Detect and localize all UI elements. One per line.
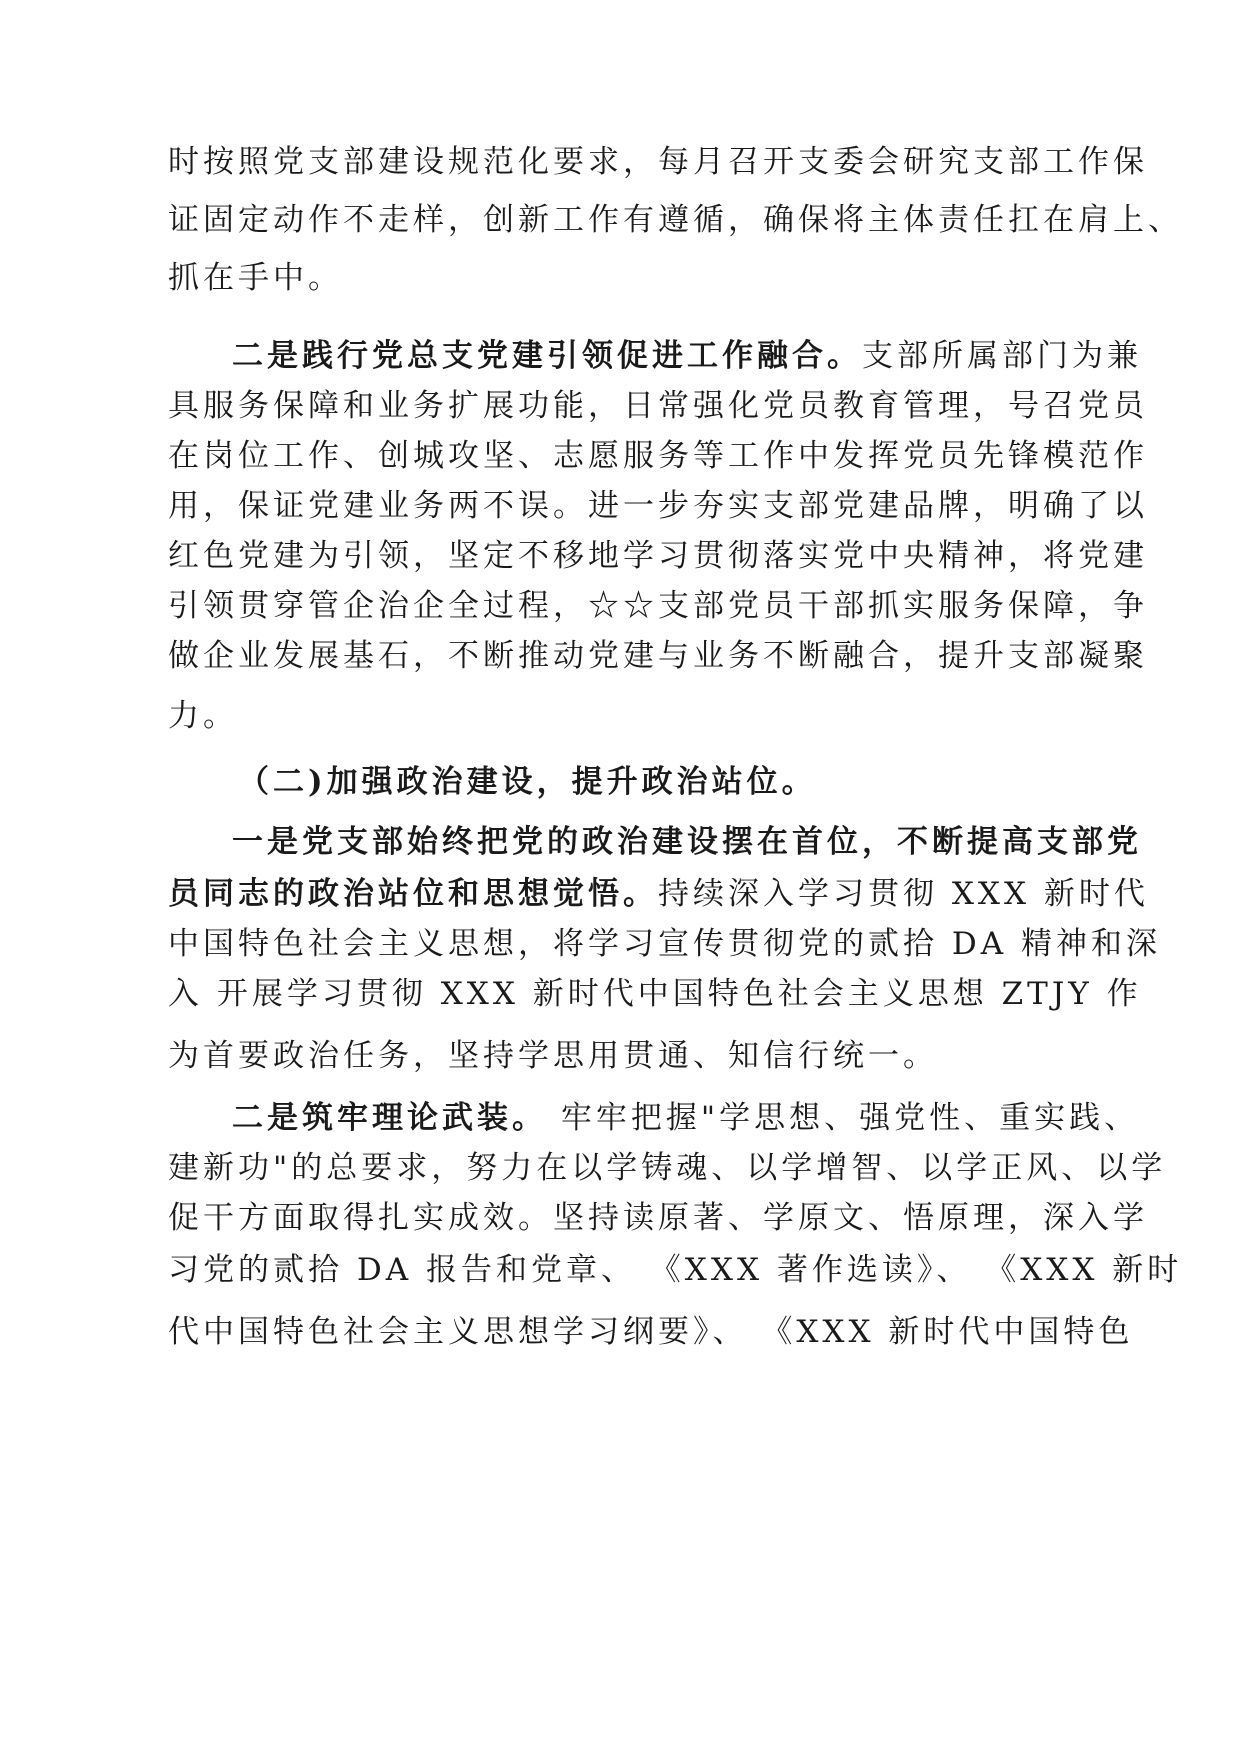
paragraph-line [232, 336, 1142, 376]
paragraph-line: 在岗位工作、创城攻坚、志愿服务等工作中发挥党员先锋模范作 [168, 438, 1148, 474]
paragraph-line: 红色党建为引领，坚定不移地学习贯彻落实党中央精神，将党建 [168, 538, 1148, 574]
paragraph-line [168, 874, 1149, 914]
paragraph-lead: 员同志的政治站位和思想觉悟。 [168, 876, 658, 912]
paragraph-line: 建新功"的总要求，努力在以学铸魂、以学增智、以学正风、以学 [168, 1150, 1167, 1186]
paragraph-line: 抓在手中。 [168, 260, 343, 296]
paragraph-lead: 一是党支部始终把党的政治建设摆在首位，不断提高支部党 [232, 824, 1142, 860]
paragraph-line: 证固定动作不走样，创新工作有遵循，确保将主体责任扛在肩上、 [168, 202, 1183, 238]
paragraph-lead: 二是筑牢理论武装。 [232, 1100, 547, 1136]
paragraph-line: 力。 [168, 698, 238, 734]
paragraph-line: 具服务保障和业务扩展功能，日常强化党员教育管理，号召党员 [168, 388, 1148, 424]
paragraph-line: 入 开展学习贯彻 XXX 新时代中国特色社会主义思想 ZTJY 作 [168, 976, 1142, 1012]
paragraph-line: 中国特色社会主义思想，将学习宣传贯彻党的贰拾 DA 精神和深 [168, 926, 1161, 962]
paragraph-line: 为首要政治任务，坚持学思用贯通、知信行统一。 [168, 1038, 938, 1074]
paragraph-line: 代中国特色社会主义思想学习纲要》、 《XXX 新时代中国特色 [168, 1314, 1134, 1350]
section-heading: （二)加强政治建设，提升政治站位。 [238, 764, 817, 800]
paragraph-line: 用，保证党建业务两不误。进一步夯实支部党建品牌，明确了以 [168, 488, 1148, 524]
paragraph-line: 做企业发展基石，不断推动党建与业务不断融合，提升支部凝聚 [168, 638, 1148, 674]
paragraph-line: 习党的贰拾 DA 报告和党章、 《XXX 著作选读》、 《XXX 新时 [168, 1252, 1183, 1288]
paragraph-line: 时按照党支部建设规范化要求，每月召开支委会研究支部工作保 [168, 144, 1148, 180]
paragraph-line: 促干方面取得扎实成效。坚持读原著、学原文、悟原理，深入学 [168, 1200, 1148, 1236]
paragraph-line [232, 1098, 1139, 1138]
paragraph-text: 持续深入学习贯彻 XXX 新时代 [658, 876, 1149, 912]
paragraph-text: 支部所属部门为兼 [862, 338, 1142, 374]
paragraph-line: 引领贯穿管企治企全过程，☆☆支部党员干部抓实服务保障，争 [168, 588, 1148, 624]
paragraph-lead: 二是践行党总支党建引领促进工作融合。 [232, 338, 862, 374]
paragraph-text: 牢牢把握"学思想、强党性、重实践、 [547, 1100, 1140, 1136]
